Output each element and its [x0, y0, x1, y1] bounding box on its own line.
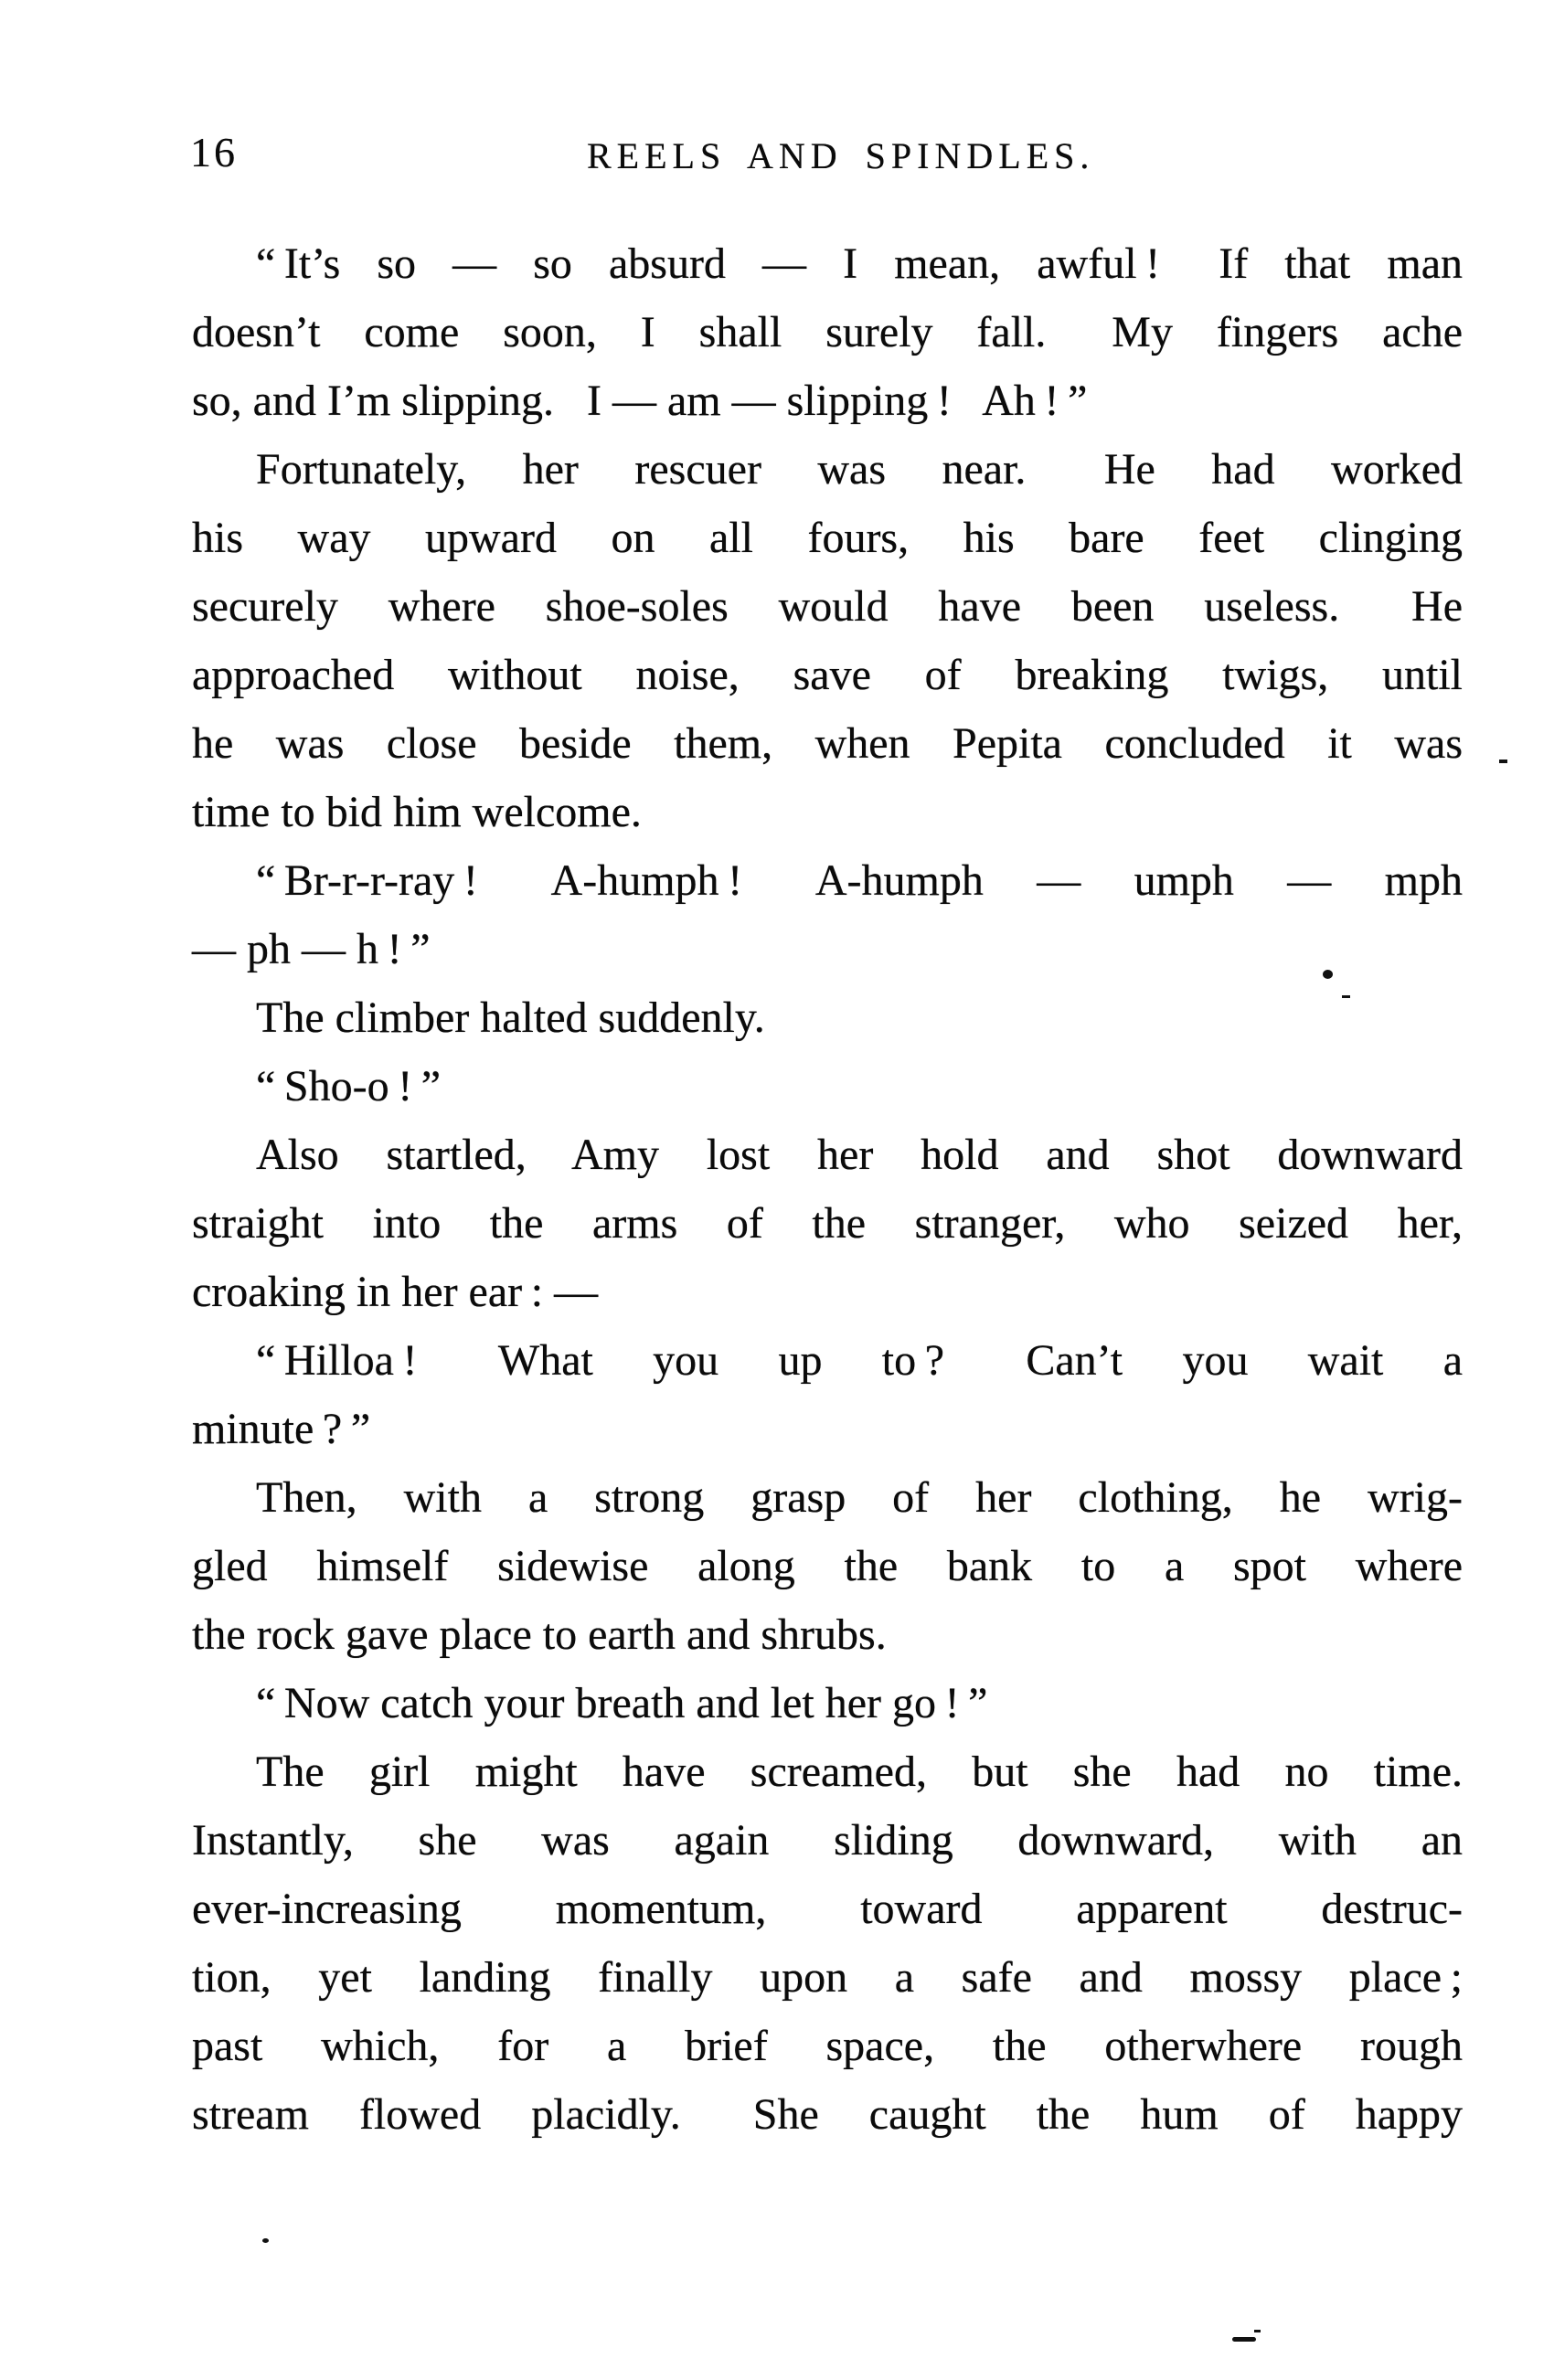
text-line: past which, for a brief space, the otherwhere rough — [192, 2022, 1463, 2070]
text-line: doesn’t come soon, I shall surely fall. My fingers ache — [192, 308, 1463, 356]
body-text — [192, 229, 1463, 2149]
text-line: the rock gave place to earth and shrubs. — [192, 1610, 887, 1659]
text-line: Then, with a strong grasp of her clothing, he wrig- — [256, 1473, 1463, 1522]
ink-speck — [1254, 2330, 1261, 2332]
text-line: his way upward on all fours, his bare feet clinging — [192, 514, 1463, 562]
text-line: securely where shoe-soles would have been useless. He — [192, 582, 1463, 631]
text-line: Also startled, Amy lost her hold and shot downward — [256, 1131, 1463, 1179]
text-line: “ Hilloa ! What you up to ? Can’t you wait a — [256, 1336, 1463, 1385]
text-line: “ Sho-o ! ” — [256, 1062, 442, 1110]
text-line: approached without noise, save of breaking twigs, until — [192, 651, 1463, 699]
running-title: REELS AND SPINDLES. — [587, 135, 1095, 176]
text-line: so, and I’m slipping. I — am — slipping ! Ah ! ” — [192, 377, 1088, 425]
text-line: stream flowed placidly. She caught the hum of happy — [192, 2090, 1463, 2139]
page-number: 16 — [190, 129, 238, 175]
text-line: “ It’s so — so absurd — I mean, awful ! If that man — [256, 239, 1463, 288]
text-line: time to bid him welcome. — [192, 788, 642, 836]
ink-speck — [1499, 760, 1507, 763]
text-line: minute ? ” — [192, 1405, 371, 1453]
text-line: Fortunately, her rescuer was near. He had worked — [256, 445, 1463, 494]
ink-speck — [1342, 995, 1350, 998]
text-line: — ph — h ! ” — [192, 925, 431, 973]
ink-speck — [1232, 2337, 1256, 2342]
text-line: The climber halted suddenly. — [256, 993, 765, 1042]
text-line: The girl might have screamed, but she had no time. — [256, 1748, 1463, 1796]
text-line: “ Br-r-r-ray ! A-humph ! A-humph — umph — mph — [256, 856, 1463, 905]
text-line: gled himself sidewise along the bank to a spot where — [192, 1542, 1463, 1590]
text-line: straight into the arms of the stranger, who seized her, — [192, 1199, 1463, 1248]
text-line: “ Now catch your breath and let her go ! ” — [256, 1679, 988, 1727]
ink-speck — [262, 2238, 269, 2243]
text-line: ever-increasing momentum, toward apparent destruc- — [192, 1885, 1463, 1933]
text-line: he was close beside them, when Pepita concluded it was — [192, 719, 1463, 768]
text-line: croaking in her ear : — — [192, 1268, 599, 1316]
text-line: Instantly, she was again sliding downward, with an — [192, 1816, 1463, 1865]
text-line: tion, yet landing finally upon a safe and mossy place ; — [192, 1953, 1463, 2002]
ink-speck — [1323, 970, 1333, 979]
